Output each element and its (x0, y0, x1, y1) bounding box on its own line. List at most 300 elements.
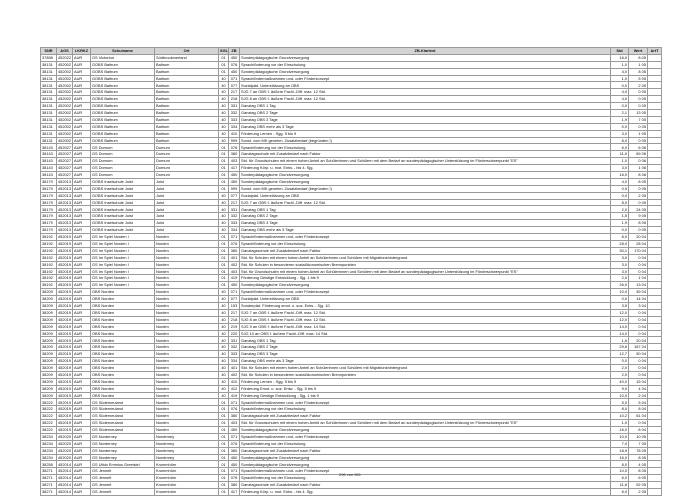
schulname-cell: GOBS Baltrum (91, 61, 155, 68)
zb-cell: 076 (229, 240, 240, 247)
schulname-cell: GS Dornum (91, 158, 155, 165)
wert-cell: 7 05 (629, 116, 648, 123)
ort-cell: Norden (155, 309, 219, 316)
schulname-cell: OBS Norden (91, 330, 155, 337)
std-cell: 12,0 (611, 309, 629, 316)
sgl-cell: 01 (219, 275, 229, 282)
artt-cell (648, 254, 662, 261)
artt-cell (648, 364, 662, 371)
snr-cell: 38131 (41, 68, 57, 75)
schulname-cell: GOBS Inselschule Juist (91, 185, 155, 192)
wert-cell: 78 05 (629, 447, 648, 454)
schulname-cell: GS Im Spiel Norden I (91, 261, 155, 268)
zb-klartext-cell: Std. für Schulen mit einem hohen Anteil an Schülerinnen und Schülern mit Migrationshintergrund (240, 254, 611, 261)
ort-cell: Krummhörn (155, 468, 219, 475)
ags-cell: 452002 (58, 103, 71, 109)
zb-klartext-cell: Sonderpädagogische Grundversorgung (240, 172, 611, 179)
sgl-cell: 40 (219, 371, 229, 378)
artt-cell (648, 137, 662, 144)
ags-cell: 452020 (58, 433, 71, 439)
std-cell: 1,0 (611, 61, 629, 68)
sgl-cell: 40 (219, 358, 229, 365)
sgl-cell: 40 (219, 227, 229, 234)
artt-cell (648, 144, 662, 151)
snr-cell: 38271 (41, 475, 57, 482)
table-row (41, 268, 662, 275)
lkrkz-cell: AUR (73, 144, 91, 151)
snr-cell: 38131 (41, 89, 57, 96)
ags-cell: 452013 (58, 179, 71, 185)
wert-cell: 50 04 (629, 351, 648, 358)
lkrkz-cell: AUR (73, 337, 91, 344)
schulname-cell: GS Norderney (91, 433, 155, 440)
ags-cell: 452019 (58, 337, 71, 343)
sgl-cell: 01 (219, 399, 229, 406)
zb-klartext-cell: SJG 8 an OBS f. äußere Fachl.-Diff. max. 12 Std. (240, 96, 611, 103)
schulname-cell: GS Jennelt (91, 482, 155, 489)
snr-cell: 38222 (41, 413, 57, 420)
zb-klartext-cell: Std. für Grundschulen mit einem hohen Anteil an Schülerinnen und Schülern mit dem Bedarf an sonderpädagogischer Unterstützung im Förderschwerpunkt "ES" (240, 268, 611, 275)
zb-cell: 077 (229, 192, 240, 199)
wert-cell: 8.05 (629, 54, 648, 61)
lkrkz-cell: AUR (73, 234, 91, 241)
zb-klartext-cell: Sonst. vom MK genehm. Zusatzbedarf (begründen !) (240, 137, 611, 144)
lkrkz-cell: AUR (73, 227, 91, 234)
std-cell: 3,0 (611, 261, 629, 268)
std-cell: 4,0 (611, 68, 629, 75)
std-cell: 10,0 (611, 392, 629, 399)
std-cell: 16,0 (611, 54, 629, 61)
table-row (41, 323, 662, 330)
wert-cell: 0 04 (629, 420, 648, 427)
ags-cell: 452019 (58, 420, 71, 426)
artt-cell (648, 75, 662, 82)
schulname-cell: OBS Norden (91, 309, 155, 316)
wert-cell: 13 04 (629, 282, 648, 289)
zb-klartext-cell: Std. für Schulen mit einem hohen Anteil an Schülerinnen und Schülern mit Migrationshintergrund (240, 364, 611, 371)
sgl-cell: 40 (219, 323, 229, 330)
wert-cell: 0 04 (629, 358, 648, 365)
wert-cell: 8 04 (629, 426, 648, 433)
snr-cell: 38192 (41, 261, 57, 268)
lkrkz-cell: AUR (73, 61, 91, 68)
artt-cell (648, 302, 662, 309)
std-cell: 2,0 (611, 206, 629, 213)
ags-cell: 452019 (58, 385, 71, 391)
std-cell: 0,0 (611, 192, 629, 199)
snr-cell: 38234 (41, 454, 57, 461)
column-header: SGL (220, 48, 228, 54)
lkrkz-cell: AUR (73, 426, 91, 433)
artt-cell (648, 358, 662, 365)
snr-cell: 38209 (41, 316, 57, 323)
ort-cell: Norden (155, 234, 219, 241)
ags-cell: 452019 (58, 303, 71, 309)
ags-cell: 452002 (58, 96, 71, 102)
ort-cell: Norden (155, 406, 219, 413)
wert-cell: 5 04 (629, 399, 648, 406)
snr-cell: 38192 (41, 247, 57, 254)
ags-cell: 452020 (58, 454, 71, 460)
schulname-cell: GS Süderneuland (91, 406, 155, 413)
wert-cell: 13 05 (629, 110, 648, 117)
sgl-cell: 40 (219, 96, 229, 103)
std-cell: 10,2 (611, 413, 629, 420)
ags-cell: 452019 (58, 392, 71, 398)
schulname-cell: GOBS Baltrum (91, 123, 155, 130)
ags-cell: 452014 (58, 468, 71, 474)
lkrkz-cell: AUR (73, 123, 91, 130)
wert-cell: 4 04 (629, 385, 648, 392)
table-row (41, 316, 662, 323)
ort-cell: Norden (155, 240, 219, 247)
std-cell: 10,0 (611, 289, 629, 296)
column-header: Std (611, 48, 629, 55)
std-cell: 1,9 (611, 220, 629, 227)
sgl-cell: 40 (219, 137, 229, 144)
table-row (41, 296, 662, 303)
artt-cell (648, 110, 662, 117)
schulname-cell: GS Dornum (91, 151, 155, 158)
zb-cell: 419 (229, 392, 240, 399)
wert-cell: 8 04 (629, 406, 648, 413)
ort-cell: Norden (155, 282, 219, 289)
lkrkz-cell: AUR (73, 413, 91, 420)
std-cell: 3,0 (611, 268, 629, 275)
ort-cell: Juist (155, 220, 219, 227)
std-cell: 8,0 (611, 137, 629, 144)
lkrkz-cell: AUR (73, 406, 91, 413)
column-header: Schulname (91, 48, 155, 55)
lkrkz-cell: AUR (73, 364, 91, 371)
zb-cell: 333 (229, 220, 240, 227)
std-cell: 14,0 (611, 323, 629, 330)
table-row (41, 378, 662, 385)
ags-cell: 452019 (58, 330, 71, 336)
ags-cell: 452019 (58, 351, 71, 357)
artt-cell (648, 309, 662, 316)
zb-cell: 419 (229, 275, 240, 282)
table-body (41, 54, 662, 495)
zb-cell: 220 (229, 330, 240, 337)
artt-cell (648, 206, 662, 213)
zb-cell: 071 (229, 75, 240, 82)
table-row (41, 358, 662, 365)
ags-cell: 452013 (58, 206, 71, 212)
zb-cell: 071 (229, 234, 240, 241)
schulname-cell: GOBS Inselschule Juist (91, 206, 155, 213)
zb-klartext-cell: Ganztag OBS 1 Tag (240, 337, 611, 344)
ags-cell: 452019 (58, 234, 71, 240)
ort-cell: Norden (155, 392, 219, 399)
zb-cell: 401 (229, 364, 240, 371)
snr-cell: 38271 (41, 468, 57, 475)
ags-cell: 452027 (58, 158, 71, 164)
artt-cell (648, 213, 662, 220)
lkrkz-cell: AUR (73, 289, 91, 296)
schulname-cell: OBS Norden (91, 392, 155, 399)
zb-klartext-cell: Förderung Geistige Entwicklung - Sjg. 1 bis 9 (240, 275, 611, 282)
schulname-cell: GS Im Spiel Norden I (91, 275, 155, 282)
lkrkz-cell: AUR (73, 323, 91, 330)
ort-cell: Juist (155, 192, 219, 199)
sgl-cell: 40 (219, 220, 229, 227)
lkrkz-cell: AUR (73, 330, 91, 337)
wert-cell: 0 04 (629, 316, 648, 323)
zb-klartext-cell: SJG 7 an OBS f. äußere Fachl.-Diff. max. 12 Std. (240, 89, 611, 96)
sgl-cell: 40 (219, 337, 229, 344)
schulname-cell: OBS Norden (91, 351, 155, 358)
ags-cell: 452019 (58, 371, 71, 377)
zb-cell: 410 (229, 130, 240, 137)
wert-cell: 2 05 (629, 489, 648, 496)
std-cell: 40,0 (611, 378, 629, 385)
zb-cell: 332 (229, 213, 240, 220)
artt-cell (648, 289, 662, 296)
lkrkz-cell: AUR (73, 468, 91, 475)
artt-cell (648, 351, 662, 358)
zb-cell: 380 (229, 482, 240, 489)
column-header: ZB-Klartext (240, 48, 611, 55)
zb-klartext-cell: Sozialpäd. Unterstützung an OBS (240, 192, 611, 199)
ags-cell: 452019 (58, 323, 71, 329)
snr-cell: 38271 (41, 482, 57, 489)
zb-cell: 071 (229, 399, 240, 406)
report-table (40, 47, 662, 496)
zb-klartext-cell: Sonst. vom MK genehm. Zusatzbedarf (begründen !) (240, 185, 611, 192)
zb-cell: 332 (229, 110, 240, 117)
lkrkz-cell: AUR (73, 82, 91, 89)
wert-cell: 0 04 (629, 371, 648, 378)
table-row (41, 261, 662, 268)
schulname-cell: GS Süderneuland (91, 399, 155, 406)
lkrkz-cell: AUR (73, 75, 91, 82)
table-row (41, 178, 662, 185)
zb-klartext-cell: Sprachförderung vor der Einschulung (240, 61, 611, 68)
ags-cell: 452019 (58, 413, 71, 419)
lkrkz-cell: AUR (73, 130, 91, 137)
ort-cell: Norden (155, 254, 219, 261)
std-cell: 1,0 (611, 158, 629, 165)
ags-cell: 452027 (58, 172, 71, 178)
ort-cell: Norden (155, 385, 219, 392)
sgl-cell: 01 (219, 261, 229, 268)
ags-cell: 452020 (58, 440, 71, 446)
schulname-cell: GS Norderney (91, 447, 155, 454)
zb-klartext-cell: Ganztagsschule mit Zusatzbedarf nach Faktor (240, 151, 611, 158)
zb-cell: 331 (229, 206, 240, 213)
zb-cell: 450 (229, 68, 240, 75)
zb-cell: 076 (229, 61, 240, 68)
zb-cell: 450 (229, 54, 240, 61)
wert-cell: 8 05 (629, 454, 648, 461)
zb-klartext-cell: Ganztag OBS mehr als 3 Tage (240, 358, 611, 365)
zb-klartext-cell: Sonderpädagogische Grundversorgung (240, 426, 611, 433)
std-cell: 6,0 (611, 489, 629, 496)
column-header: ZB (229, 48, 240, 55)
sgl-cell: 40 (219, 316, 229, 323)
std-cell: 3,0 (611, 165, 629, 172)
schulname-cell: GS Jennelt (91, 475, 155, 482)
ags-cell: 452014 (58, 475, 71, 481)
zb-klartext-cell: SJG 7 an OBS f. äußere Fachl.-Diff. max. 12 Std. (240, 309, 611, 316)
lkrkz-cell: AUR (73, 385, 91, 392)
artt-cell (648, 296, 662, 303)
zb-klartext-cell: Sprachförderung vor der Einschulung (240, 240, 611, 247)
table-row (41, 364, 662, 371)
ort-cell: Baltrum (155, 103, 219, 110)
ort-cell: Norden (155, 261, 219, 268)
schulname-cell: GS Dornum (91, 144, 155, 151)
wert-cell: 2 04 (629, 392, 648, 399)
table-row (41, 426, 662, 433)
sgl-cell: 01 (219, 454, 229, 461)
zb-cell: 076 (229, 144, 240, 151)
table-row (41, 110, 662, 117)
lkrkz-cell: AUR (73, 268, 91, 275)
wert-cell: 9 05 (629, 213, 648, 220)
zb-cell: 412 (229, 385, 240, 392)
sgl-cell: 01 (219, 240, 229, 247)
wert-cell: 8 05 (629, 178, 648, 185)
snr-cell: 38209 (41, 302, 57, 309)
zb-cell: 217 (229, 199, 240, 206)
ags-cell: 452002 (58, 82, 71, 88)
zb-cell: 417 (229, 489, 240, 496)
artt-cell (648, 426, 662, 433)
schulname-cell: OBS Norden (91, 378, 155, 385)
lkrkz-cell: AUR (73, 220, 91, 227)
schulname-cell: GS Im Spiel Norden I (91, 234, 155, 241)
zb-cell: 334 (229, 358, 240, 365)
lkrkz-cell: AUR (73, 482, 91, 489)
snr-cell: 38143 (41, 165, 57, 172)
wert-cell: 61 04 (629, 413, 648, 420)
zb-klartext-cell: Sprachfördermaßnahmen und- oder Förderkonzept (240, 234, 611, 241)
wert-cell: 1 04 (629, 275, 648, 282)
sgl-cell: 01 (219, 282, 229, 289)
zb-cell: 402 (229, 261, 240, 268)
ort-cell: Baltrum (155, 75, 219, 82)
zb-cell: 071 (229, 289, 240, 296)
std-cell: 4,0 (611, 96, 629, 103)
wert-cell: 0 04 (629, 330, 648, 337)
ort-cell: Juist (155, 199, 219, 206)
snr-cell: 38192 (41, 234, 57, 241)
lkrkz-cell: AUR (73, 275, 91, 282)
schulname-cell: GS Im Spiel Norden I (91, 254, 155, 261)
std-cell: 0,0 (611, 123, 629, 130)
table-row (41, 302, 662, 309)
snr-cell: 38209 (41, 289, 57, 296)
sgl-cell: 40 (219, 89, 229, 96)
zb-cell: 401 (229, 254, 240, 261)
artt-cell (648, 82, 662, 89)
wert-cell: 7 05 (629, 440, 648, 447)
sgl-cell: 01 (219, 420, 229, 427)
schulname-cell: GS Norderney (91, 454, 155, 461)
table-row (41, 440, 662, 447)
ort-cell: Südbrookmerland (155, 54, 219, 61)
zb-cell: 450 (229, 172, 240, 179)
zb-cell: 999 (229, 185, 240, 192)
std-cell: 11,0 (611, 151, 629, 158)
table-row (41, 123, 662, 130)
ort-cell: Norden (155, 351, 219, 358)
zb-klartext-cell: Sonderpäd. Förderung emot. u. soz. Entw. - Sjg. 10 (240, 302, 611, 309)
sgl-cell: 01 (219, 165, 229, 172)
std-cell: 1,0 (611, 75, 629, 82)
artt-cell (648, 199, 662, 206)
zb-klartext-cell: SJG 8 an OBS f. äußere Fachl.-Diff. max. 12 Std. (240, 316, 611, 323)
lkrkz-cell: AUR (73, 178, 91, 185)
ags-cell: 452027 (58, 151, 71, 157)
zb-klartext-cell: Sonderpädagogische Grundversorgung (240, 178, 611, 185)
ort-cell: Krummhörn (155, 461, 219, 468)
wert-cell: 0 05 (629, 103, 648, 110)
ags-cell: 452002 (58, 130, 71, 136)
std-cell: 2,1 (611, 110, 629, 117)
ags-cell: 452014 (58, 461, 71, 467)
ort-cell: Norden (155, 330, 219, 337)
std-cell: 11,8 (611, 482, 629, 489)
std-cell: 1,5 (611, 213, 629, 220)
zb-klartext-cell: Ganztag OBS 1 Tag (240, 103, 611, 110)
wert-cell: 5 05 (629, 75, 648, 82)
zb-cell: 380 (229, 247, 240, 254)
ags-cell: 452027 (58, 144, 71, 150)
snr-cell: 38209 (41, 351, 57, 358)
std-cell: 10,0 (611, 468, 629, 475)
snr-cell: 37898 (41, 54, 57, 61)
wert-cell: 20 04 (629, 337, 648, 344)
zb-klartext-cell: Std. für Schulen in besonderen sozialökonomischen Brennpunkten (240, 261, 611, 268)
ort-cell: Dornum (155, 151, 219, 158)
ort-cell: Baltrum (155, 82, 219, 89)
ort-cell: Norden (155, 289, 219, 296)
sgl-cell: 40 (219, 309, 229, 316)
lkrkz-cell: AUR (73, 240, 91, 247)
sgl-cell: 01 (219, 489, 229, 496)
lkrkz-cell: AUR (73, 116, 91, 123)
zb-klartext-cell: Förderung Lernen - Sgg. 5 bis 9 (240, 130, 611, 137)
schulname-cell: GS Im Spiel Norden I (91, 247, 155, 254)
ags-cell: 452013 (58, 213, 71, 219)
table-row (41, 185, 662, 192)
schulname-cell: GOBS Baltrum (91, 116, 155, 123)
table-row (41, 54, 662, 61)
ort-cell: Juist (155, 206, 219, 213)
schulname-cell: OBS Norden (91, 364, 155, 371)
schulname-cell: OBS Norden (91, 289, 155, 296)
snr-cell: 38192 (41, 268, 57, 275)
ort-cell: Norden (155, 413, 219, 420)
ags-cell: 452002 (58, 137, 71, 143)
snr-cell: 38192 (41, 275, 57, 282)
table-row (41, 392, 662, 399)
ort-cell: Baltrum (155, 123, 219, 130)
artt-cell (648, 392, 662, 399)
table-row (41, 289, 662, 296)
zb-klartext-cell: Sprachförderung vor der Einschulung (240, 144, 611, 151)
std-cell: 16,0 (611, 172, 629, 179)
std-cell: 0,0 (611, 358, 629, 365)
ags-cell: 452019 (58, 254, 71, 260)
ags-cell: 452002 (58, 110, 71, 116)
sgl-cell: 40 (219, 344, 229, 351)
lkrkz-cell: AUR (73, 296, 91, 303)
artt-cell (648, 413, 662, 420)
